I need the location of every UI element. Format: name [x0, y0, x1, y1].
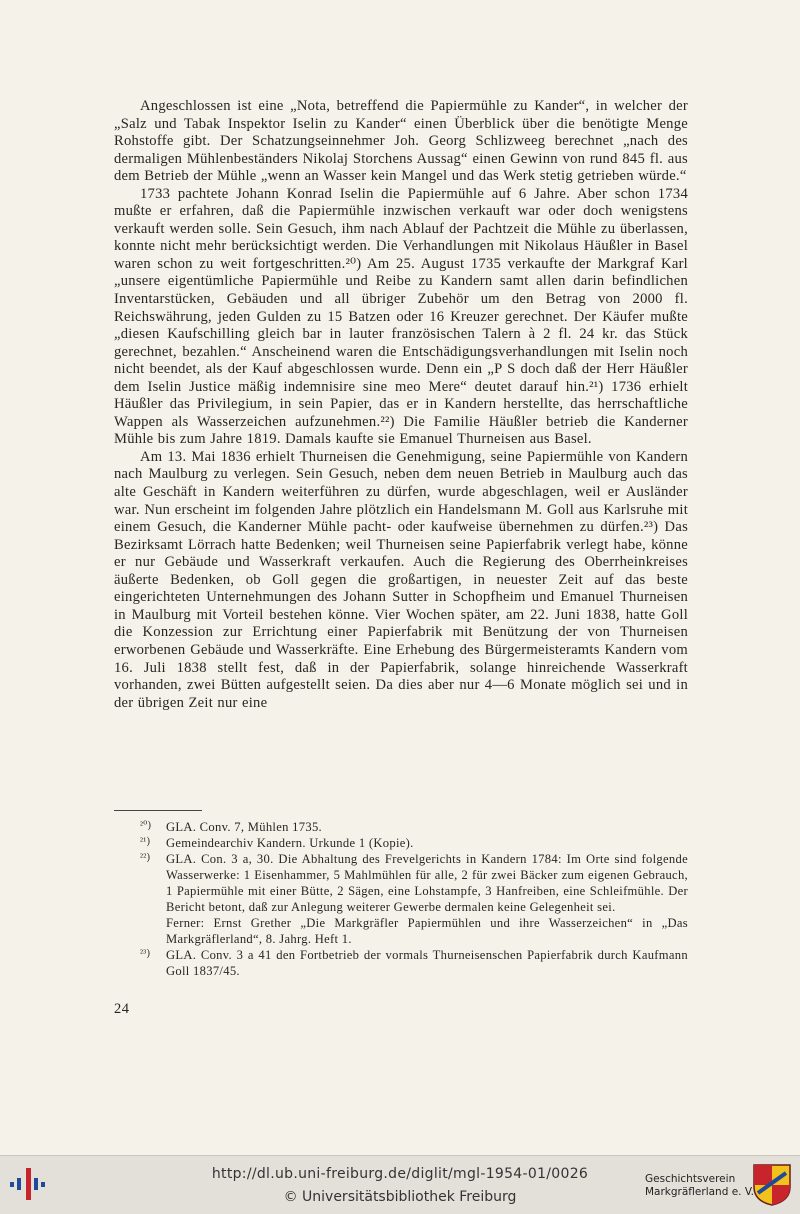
coat-of-arms-icon: [752, 1163, 792, 1207]
copyright-notice: © Universitätsbibliothek Freiburg: [283, 1189, 517, 1205]
footnote-number: ²⁰): [140, 820, 152, 831]
footnote: [140, 835, 688, 851]
footnote-text: GLA. Con. 3 a, 30. Die Abhaltung des Frevelgerichts in Kandern 1784: Im Orte sind folgende Wasserwerke: 1 Eisenhammer, 5 Mahlmühlen für alle, 2 für zwei Bäcker zum eigenen Gebrauch, 1 Papiermühle mit einer Bütte, 2 Sägen, eine Lohstampfe, 3 Hanfreiben, eine Schleifmühle. Der Bericht betont, daß zur Anlegung weiterer Gewerbe dermalen keine Gelegenheit sei.: [166, 852, 688, 914]
footnote-number: ²³): [140, 948, 151, 959]
document-url-link[interactable]: http://dl.ub.uni-freiburg.de/diglit/mgl-1954-01/0026: [211, 1166, 589, 1182]
body-text: [114, 98, 688, 712]
footnotes: [140, 819, 688, 979]
footnote: [140, 851, 688, 947]
society-name-line: Geschichtsverein: [645, 1173, 736, 1185]
page-number: 24: [114, 1001, 130, 1017]
footnote-text: GLA. Conv. 3 a 41 den Fortbetrieb der vormals Thurneisenschen Papierfabrik durch Kaufmann Goll 1837/45.: [166, 948, 688, 978]
society-name: [645, 1173, 754, 1199]
paragraph: 1733 pachtete Johann Konrad Iselin die Papiermühle auf 6 Jahre. Aber schon 1734 mußte er erfahren, daß die Papiermühle inzwischen verkauft war oder doch wenigstens verkauft werden solle. Sein Gesuch, ihm nach Ablauf der Pachtzeit die Mühle zu überlassen, konnte nicht mehr berücksichtigt werden. Die Verhandlungen mit Nikolaus Häußler in Basel waren schon zu weit fortgeschritten.²⁰) Am 25. August 1735 verkaufte der Markgraf Karl „unsere eigentümliche Papiermühle und Reibe zu Kandern samt allen darin befindlichen Inventarstücken, Gebäuden und all übriger Zubehör um den Betrag von 2000 fl. Reichswährung, jeden Gulden zu 15 Batzen oder 16 Kreuzer gerechnet. Der Käufer mußte „diesen Kaufschilling gleich bar in lauter französischen Talern à 2 fl. 24 kr. das Stück gerechnet, bezahlen.“ Anscheinend waren die Entschädigungsverhandlungen mit Iselin noch nicht beendet, als der Kauf abgeschlossen wurde. Denn ein „P S doch daß der Herr Häußler dem Iselin Justice mäßig indemnisire sine meo Mere“ deutet darauf hin.²¹) 1736 erhielt Häußler das Privilegium, in sein Papier, das er in Kandern herstellte, das herrschaftliche Wappen als Wasserzeichen aufzunehmen.²²) Die Familie Häußler betrieb die Kanderner Mühle bis zum Jahre 1819. Damals kaufte sie Emanuel Thurneisen aus Basel.: [114, 185, 688, 448]
footnote: [140, 947, 688, 979]
footnote-separator: [114, 810, 202, 811]
paragraph: Angeschlossen ist eine „Nota, betreffend die Papiermühle zu Kander“, in welcher der „Salz und Tabak Inspektor Iselin zu Kander“ einen Überblick über die benötigte Menge Rohstoffe gibt. Der Schatzungseinnehmer Joh. Georg Schlizweeg berechnet „nach des dermaligen Mühlenbeständers Nikolaj Storchens Aussag“ einen Gewinn von rund 845 fl. aus dem Betrieb der Mühle „wenn an Wasser kein Mangel und das Werk stetig getrieben würde.“: [114, 98, 688, 185]
footnote-text: Gemeindearchiv Kandern. Urkunde 1 (Kopie).: [166, 836, 414, 850]
footnote-text-continued: Ferner: Ernst Grether „Die Markgräfler Papiermühlen und ihre Wasserzeichen“ in „Das Markgräflerland“, 8. Jahrg. Heft 1.: [166, 916, 688, 946]
footnote: [140, 819, 688, 835]
footnote-number: ²²): [140, 852, 151, 863]
paragraph: Am 13. Mai 1836 erhielt Thurneisen die Genehmigung, seine Papiermühle von Kandern nach Maulburg zu verlegen. Sein Gesuch, neben dem neuen Betrieb in Maulburg auch das alte Geschäft in Kandern weiterführen zu dürfen, wurde abgeschlagen, weil er Ausländer war. Nun erscheint im folgenden Jahre plötzlich ein Handelsmann M. Goll aus Karlsruhe mit einem Gesuch, die Kanderner Mühle pacht- oder kaufweise übernehmen zu dürfen.²³) Das Bezirksamt Lörrach hatte Bedenken; weil Thurneisen seine Papierfabrik verlegt habe, könne er nur Gebäude und Wasserkraft verkaufen. Auch die Regierung des Oberrheinkreises äußerte Bedenken, ob Goll gegen die großartigen, in neuester Zeit auf das beste eingerichteten Unternehmungen des Johann Sutter in Schopfheim und Emanuel Thurneisen in Maulburg mit Vorteil bestehen könne. Vier Wochen später, am 22. Juni 1838, hatte Goll die Konzession zur Errichtung einer Papierfabrik mit Benützung der von Thurneisen erworbenen Gebäude und Wasserkräfte. Eine Erhebung des Bürgermeisteramts Kandern vom 16. Juli 1838 stellt fest, daß in der Papierfabrik, solange hinreichende Wasserkraft vorhanden, zwei Bütten aufgestellt seien. Da dies aber nur 4—6 Monate möglich sei und in der übrigen Zeit nur eine: [114, 448, 688, 711]
footnote-text: GLA. Conv. 7, Mühlen 1735.: [166, 820, 323, 834]
footnote-number: ²¹): [140, 836, 151, 847]
viewer-footer: [0, 1155, 800, 1214]
society-name-line: Markgräflerland e. V.: [645, 1186, 755, 1198]
